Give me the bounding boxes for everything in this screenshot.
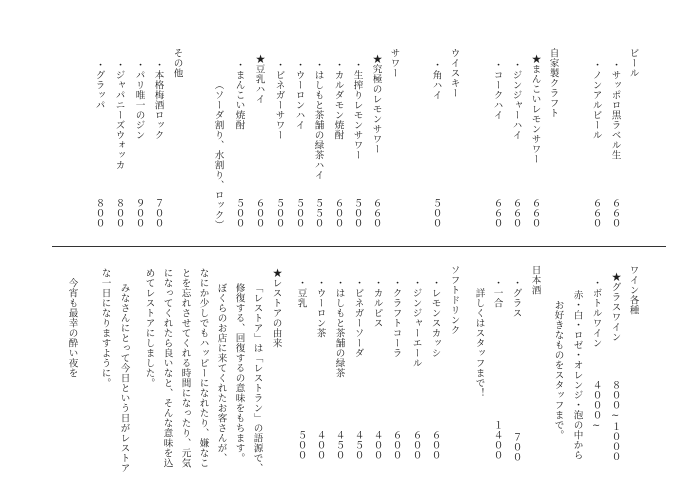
story-line: とを忘れさせてくれる時間になったり、元気 [179, 268, 191, 468]
menu-item-name: ・サッポロ黒ラベル生 [609, 60, 621, 160]
menu-item-name: ・クラフトコーラ [390, 278, 402, 358]
menu-item-price: ４５０ [333, 430, 345, 460]
menu-item-price: ６６０ [510, 198, 522, 228]
menu-item-price: ６６０ [609, 198, 621, 228]
menu-item-name: ・ジンジャーハイ [510, 60, 522, 140]
menu-item-price: ９００ [133, 198, 145, 228]
menu-item-name: ・ジンジャーエール [410, 278, 422, 368]
menu-item-price: ５００ [273, 198, 285, 228]
menu-item-name: ・角ハイ [430, 60, 442, 100]
section-divider [52, 246, 666, 247]
menu-item-name: ・まんこい焼酎 [233, 60, 245, 130]
story-closing-line: みなさんにとって今日という日がレストア [118, 283, 130, 473]
story-line: ぼくらのお店に来てくれたお客さんが、 [215, 283, 227, 463]
menu-item-name: ・ボトルワイン [590, 278, 602, 348]
menu-item-name: ・パリ唯一のジン [133, 60, 145, 140]
menu-item-price: ５００ [430, 198, 442, 228]
menu-item-price: ４００ [314, 430, 326, 460]
wine-note: お好きなものをスタッフまで。 [552, 300, 564, 440]
story-heading: ★レストアの由来 [270, 268, 282, 348]
menu-item-price: ５５０ [312, 198, 324, 228]
menu-item-name: ・カルピス [371, 278, 383, 328]
menu-item-price: １４００ [491, 420, 503, 460]
story-closing-line: な一日になりますように。 [99, 268, 111, 388]
soft-drink-heading: ソフトドリンク [448, 265, 460, 335]
menu-item-price: ６６０ [590, 198, 602, 228]
menu-item-price: ５００ [233, 198, 245, 228]
menu-item-price: ５００ [351, 198, 363, 228]
menu-item-price: ６６０ [491, 198, 503, 228]
menu-item-name: ・ウーロンハイ [293, 60, 305, 130]
menu-item-name: ・一合 [491, 278, 503, 308]
menu-item-price: ４０００~ [590, 380, 602, 432]
menu-item-name: ・コークハイ [491, 60, 503, 120]
menu-item-name: ★豆乳ハイ [253, 54, 265, 104]
sour-heading: サワー [388, 48, 400, 78]
menu-item-price: ８００~１０００ [609, 380, 621, 462]
craft-heading: 自家製クラフト [547, 48, 559, 118]
menu-item-price: ６００ [332, 198, 344, 228]
menu-item-name: ・ビネガーソーダ [352, 278, 364, 358]
wine-note: 赤・白・ロゼ・オレンジ・泡の中から [571, 290, 583, 460]
story-line: になってくれたら良いなと、そんな意味を込 [161, 268, 173, 468]
menu-item-name: ・グラッパ [93, 60, 105, 110]
menu-item-price: ８００ [93, 198, 105, 228]
menu-item-name: ・カルダモン焼酎 [332, 60, 344, 140]
beer-heading: ビール [627, 48, 639, 78]
menu-item-name: ・豆乳 [295, 278, 307, 308]
menu-item-name: ・レモンスカッシ [429, 278, 441, 358]
whisky-heading: ウイスキー [448, 48, 460, 98]
menu-item-price: ６００ [429, 430, 441, 460]
menu-item-name: ★究極のレモンサワー [370, 54, 382, 154]
menu-item-name: ★まんこいレモンサワー [529, 54, 541, 164]
menu-item-price: ８００ [113, 198, 125, 228]
menu-item-price: ６００ [390, 430, 402, 460]
menu-item-name: ・本格梅酒ロック [152, 60, 164, 140]
sake-heading: 日本酒 [529, 265, 541, 295]
menu-item-name: ・ビネガーサワー [273, 60, 285, 140]
menu-item-name: ★グラスワイン [609, 272, 621, 342]
menu-item-name: ・はしもと茶舗の緑茶 [333, 278, 345, 378]
menu-item-price: ４５０ [352, 430, 364, 460]
menu-item-price: ６６０ [529, 198, 541, 228]
story-line: なにか少しでもハッピーになれたり、嫌なこ [197, 268, 209, 468]
menu-item-price: ７００ [152, 198, 164, 228]
menu-item-name: ・ウーロン茶 [314, 278, 326, 338]
story-line: 修復する、回復するの意味をもちます。 [233, 283, 245, 463]
menu-item-name: ・ノンアルビール [590, 60, 602, 140]
menu-item-price: ７００ [510, 432, 522, 462]
menu-item-price: ５００ [293, 198, 305, 228]
menu-item-price: ６００ [253, 198, 265, 228]
story-line: めてレストアにしました。 [143, 268, 155, 388]
sake-note: 詳しくはスタッフまで！ [473, 288, 485, 398]
menu-item-price: ５００ [295, 430, 307, 460]
story-line: 「レストア」は「レストラン」の語源で、 [251, 283, 263, 473]
menu-item-name: ・はしもと茶舗の緑茶ハイ [312, 60, 324, 180]
menu-item-name: ・生搾りレモンサワー [351, 60, 363, 160]
sour-note: （ソーダ割り、水割り、ロック） [212, 80, 224, 230]
wine-heading: ワイン各種 [627, 265, 639, 315]
menu-item-name: ・グラス [510, 278, 522, 318]
other-heading: その他 [171, 48, 183, 78]
menu-item-price: ４００ [371, 430, 383, 460]
menu-item-price: ６６０ [370, 198, 382, 228]
menu-item-name: ・ジャパニーズウォッカ [113, 60, 125, 170]
closing-message: 今宵も最幸の酔い夜を [66, 278, 78, 378]
menu-item-price: ６００ [410, 430, 422, 460]
